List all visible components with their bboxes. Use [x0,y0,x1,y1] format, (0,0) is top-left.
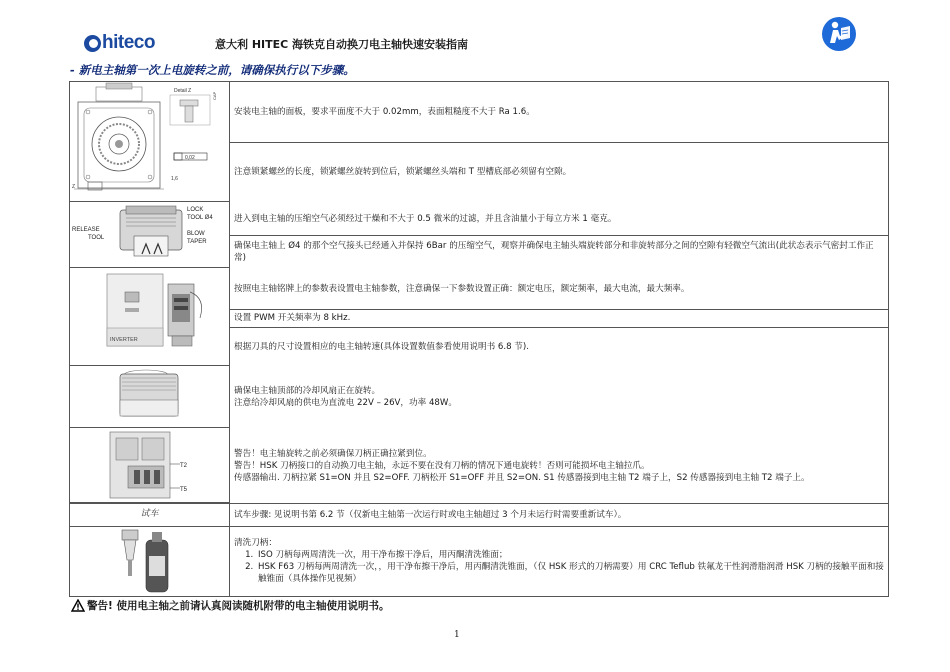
inverter-label: INVERTER [110,337,138,343]
step-trial-run: 试车步骤: 见说明书第 6.2 节（仅新电主轴第一次运行时或电主轴超过 3 个月未运行时需要重新试车）。 [234,509,627,520]
logo-text: hiteco [102,32,155,53]
t2-label: T2 [180,463,188,469]
figure-air-connection [70,202,230,268]
cleaning-drawing [70,526,229,596]
step-spindle-speed: 根据刀具的尺寸设置相应的电主轴转速(具体设置数值参看使用说明书 6.8 节). [234,341,529,352]
step-panel-flatness: 安装电主轴的面板，要求平面度不大于 0.02mm，表面粗糙度不大于 Ra 1.6。 [234,107,535,117]
roughness-label: 1,6 [171,176,178,182]
step-tool-cleaning: 清洗刀柄： 1. ISO 刀柄每两周清洗一次，用干净布擦干净后，用丙酮清洗锥面； 2. HSK F63 刀柄每两周清洗一次，，用干净布擦干净后，用丙酮清洗锥面，（仅 HSK 形式的刀柄需要）用 CRC Teflub 铁氟龙干性润滑脂润滑 HSK 刀柄的接触平面和接触锥面（具体操作见视频） [230,526,888,596]
step-air-seal: 确保电主轴上 Ø4 的那个空气接头已经通入并保持 6Bar 的压缩空气，观察并确保电主轴头端旋转部分和非旋转部分之间的空隙有轻微空气流出(此状态表示气密封工作正常) [234,240,874,263]
figure-cleaning [70,526,230,596]
cooling-fan-drawing [70,366,229,427]
instruction-table [69,81,889,597]
bottom-warning [71,598,389,613]
step-air-quality: 进入到电主轴的压缩空气必须经过干燥和不大于 0.5 微米的过滤，并且含油量小于每立方米 1 毫克。 [234,213,617,224]
trial-run-label: 试车 [70,503,230,526]
page-number: 1 [454,630,460,640]
read-manual-icon [821,16,857,52]
logo-mark-icon [84,35,101,52]
release-tool-label: RELEASE [72,227,100,233]
inverter-drawing [70,268,229,365]
step-tool-clamping: 警告！电主轴旋转之前必须确保刀柄正确拉紧到位。 警告！HSK 刀柄接口的自动换刀电主轴，永远不要在没有刀柄的情况下通电旋转！否则可能损坏电主轴拉爪。 传感器输出. 刀柄拉紧 S1=ON 并且 S2=OFF. 刀柄松开 S1=OFF 并且 S2=ON. S1 传感器接到电主轴 T2 端子上，S2 传感器接到电主轴 T2 端子上。 [234,448,810,483]
list-item: 2. HSK F63 刀柄每两周清洗一次，，用干净布擦干净后，用丙酮清洗锥面，（仅 HSK 形式的刀柄需要）用 CRC Teflub 铁氟龙干性润滑脂润滑 HSK 刀柄的接触平面和接触锥面（具体操作见视频） [256,561,884,585]
document-title: 意大利 HITEC 海铁克自动换刀电主轴快速安装指南 [215,38,469,51]
z-axis-label: Z [72,184,76,190]
svg-text:TOOL: TOOL [88,235,105,241]
svg-text:TAPER: TAPER [187,239,207,245]
subtitle: - 新电主轴第一次上电旋转之前，请确保执行以下步骤。 [70,63,355,77]
air-connection-drawing [70,202,229,267]
figure-mounting-plate [70,82,230,202]
figure-sensors [70,428,230,503]
detail-z-label: Detail Z [174,88,192,94]
sensors-drawing [70,428,229,502]
flatness-label: 0,02 [185,155,195,161]
step-screw-length: 注意锁紧螺丝的长度，锁紧螺丝旋转到位后，锁紧螺丝头端和 T 型槽底部必须留有空隙。 [234,167,572,177]
warning-icon [71,599,85,612]
cap-label: CAP [212,91,217,100]
figure-cooling-fan [70,366,230,428]
blow-taper-label: BLOW [187,231,205,237]
bottom-warning-text: 警告! 使用电主轴之前请认真阅读随机附带的电主轴使用说明书。 [87,600,390,612]
t5-label: T5 [180,487,188,493]
step-cooling-fan: 确保电主轴顶部的冷却风扇正在旋转。 注意给冷却风扇的供电为直流电 22V – 26V，功率 48W。 [234,386,457,408]
hiteco-logo [84,32,155,54]
svg-text:TOOL Ø4: TOOL Ø4 [187,215,213,221]
mounting-plate-drawing [70,82,229,201]
list-item: 1. ISO 刀柄每两周清洗一次，用干净布擦干净后，用丙酮清洗锥面； [256,549,884,561]
step-pwm-frequency: 设置 PWM 开关频率为 8 kHz. [234,313,351,323]
cleaning-list [234,549,884,585]
step-motor-parameters: 按照电主轴铭牌上的参数表设置电主轴参数，注意确保一下参数设置正确：额定电压，额定频率，最大电流，最大频率。 [234,283,690,294]
figure-inverter [70,268,230,366]
lock-tool-label: LOCK [187,207,204,213]
